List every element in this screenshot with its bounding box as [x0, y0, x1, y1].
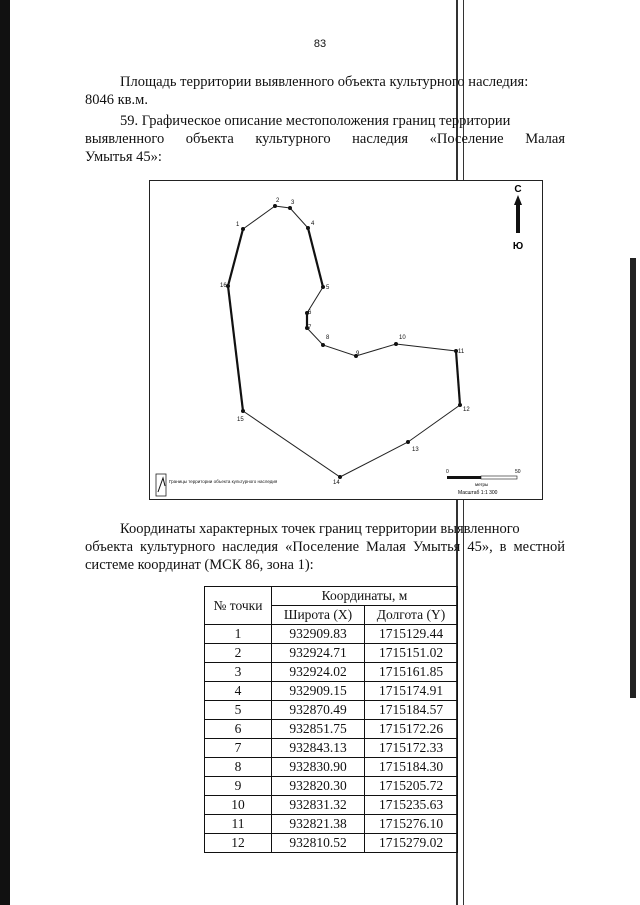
- coords-intro-line-1: Координаты характерных точек границ территории выявленного: [120, 521, 520, 537]
- header-coordinates: Координаты, м: [272, 587, 458, 606]
- cell-point: 1: [205, 625, 272, 644]
- cell-lon: 1715172.26: [365, 720, 458, 739]
- point-label-6: 6: [308, 310, 312, 316]
- scale-segment-2: [481, 476, 517, 479]
- point-label-8: 8: [326, 335, 330, 341]
- point-label-14: 14: [333, 480, 340, 486]
- point-label-7: 7: [308, 325, 312, 331]
- point-marker-4: [306, 226, 310, 230]
- boundary-segment-bold-1: [228, 229, 243, 286]
- point-marker-2: [273, 204, 277, 208]
- cell-lon: 1715184.30: [365, 758, 458, 777]
- scale-bar: [446, 469, 521, 496]
- point-marker-5: [321, 285, 325, 289]
- point-label-15: 15: [237, 417, 244, 423]
- cell-lon: 1715151.02: [365, 644, 458, 663]
- boundary-map-svg: [150, 181, 542, 499]
- scan-right-edge: [630, 258, 636, 698]
- scale-unit: метры: [475, 482, 489, 487]
- cell-lon: 1715184.57: [365, 701, 458, 720]
- table-row: [205, 625, 458, 644]
- table-row: [205, 720, 458, 739]
- point-label-13: 13: [412, 447, 419, 453]
- description-line-2: выявленного объекта культурного наследия «Поселение Малая: [85, 131, 565, 147]
- point-label-4: 4: [311, 221, 315, 227]
- coords-intro-line-2: объекта культурного наследия «Поселение Малая Умытья 45», в местной: [85, 539, 565, 555]
- point-label-9: 9: [356, 351, 360, 357]
- description-line-3: Умытья 45»:: [85, 149, 162, 165]
- cell-lon: 1715174.91: [365, 682, 458, 701]
- coordinates-table: [204, 586, 458, 853]
- cell-lon: 1715279.02: [365, 834, 458, 853]
- scan-edge-shadow: [0, 0, 10, 905]
- point-marker-10: [394, 342, 398, 346]
- cell-lat: 932831.32: [272, 796, 365, 815]
- cell-point: 5: [205, 701, 272, 720]
- cell-lon: 1715161.85: [365, 663, 458, 682]
- cell-point: 9: [205, 777, 272, 796]
- point-label-1: 1: [236, 222, 240, 228]
- cell-point: 7: [205, 739, 272, 758]
- table-row: [205, 796, 458, 815]
- table-row: [205, 663, 458, 682]
- scale-segment-1: [447, 476, 481, 479]
- cell-lat: 932843.13: [272, 739, 365, 758]
- boundary-segment-bold-5: [456, 351, 460, 405]
- area-line-2: 8046 кв.м.: [85, 92, 148, 108]
- header-longitude: Долгота (Y): [365, 606, 458, 625]
- cell-point: 6: [205, 720, 272, 739]
- cell-point: 12: [205, 834, 272, 853]
- cell-lon: 1715276.10: [365, 815, 458, 834]
- cell-point: 4: [205, 682, 272, 701]
- cell-lat: 932821.38: [272, 815, 365, 834]
- cell-point: 8: [205, 758, 272, 777]
- point-marker-13: [406, 440, 410, 444]
- scale-start-label: 0: [446, 469, 449, 475]
- cell-lat: 932810.52: [272, 834, 365, 853]
- legend-text: Границы территории объекта культурного наследия: [169, 479, 278, 484]
- boundary-map: [149, 180, 543, 500]
- north-label: С: [514, 184, 522, 195]
- header-latitude: Широта (X): [272, 606, 365, 625]
- boundary-polygon: [228, 206, 460, 477]
- south-label: Ю: [512, 241, 524, 252]
- point-label-10: 10: [399, 335, 406, 341]
- point-marker-1: [241, 227, 245, 231]
- north-arrow: [513, 184, 523, 252]
- cell-lat: 932909.83: [272, 625, 365, 644]
- table-row: [205, 682, 458, 701]
- cell-lon: 1715172.33: [365, 739, 458, 758]
- cell-point: 2: [205, 644, 272, 663]
- point-label-5: 5: [326, 285, 330, 291]
- coords-intro-line-3: системе координат (МСК 86, зона 1):: [85, 557, 314, 573]
- point-label-3: 3: [291, 200, 295, 206]
- table-row: [205, 739, 458, 758]
- point-marker-15: [241, 409, 245, 413]
- table-row: [205, 815, 458, 834]
- cell-lon: 1715235.63: [365, 796, 458, 815]
- cell-lat: 932820.30: [272, 777, 365, 796]
- point-label-11: 11: [458, 349, 465, 355]
- boundary-segment-bold-3: [308, 228, 323, 287]
- area-line-1: Площадь территории выявленного объекта культурного наследия:: [120, 74, 529, 90]
- boundary-segment-bold-2: [228, 286, 243, 411]
- cell-lat: 932830.90: [272, 758, 365, 777]
- north-arrow-head: [514, 195, 522, 205]
- cell-lat: 932909.15: [272, 682, 365, 701]
- table-row: [205, 758, 458, 777]
- table-row: [205, 834, 458, 853]
- point-marker-8: [321, 343, 325, 347]
- cell-point: 3: [205, 663, 272, 682]
- scale-ratio: Масштаб 1:1 300: [458, 490, 498, 496]
- legend-symbol: [158, 478, 165, 492]
- cell-point: 10: [205, 796, 272, 815]
- page-number: 83: [313, 38, 327, 50]
- point-marker-12: [458, 403, 462, 407]
- cell-lat: 932924.71: [272, 644, 365, 663]
- cell-point: 11: [205, 815, 272, 834]
- north-arrow-shaft: [516, 205, 520, 233]
- header-point-number: № точки: [205, 587, 272, 625]
- point-label-16: 16: [220, 283, 227, 289]
- table-row: [205, 644, 458, 663]
- point-marker-3: [288, 206, 292, 210]
- point-label-2: 2: [276, 198, 280, 204]
- table-row: [205, 701, 458, 720]
- cell-lon: 1715205.72: [365, 777, 458, 796]
- cell-lat: 932870.49: [272, 701, 365, 720]
- point-marker-14: [338, 475, 342, 479]
- cell-lon: 1715129.44: [365, 625, 458, 644]
- cell-lat: 932851.75: [272, 720, 365, 739]
- scale-end-label: 50: [515, 469, 521, 475]
- table-row: [205, 777, 458, 796]
- point-label-12: 12: [463, 407, 470, 413]
- description-line-1: 59. Графическое описание местоположения границ территории: [120, 113, 511, 129]
- cell-lat: 932924.02: [272, 663, 365, 682]
- map-legend: [156, 474, 278, 496]
